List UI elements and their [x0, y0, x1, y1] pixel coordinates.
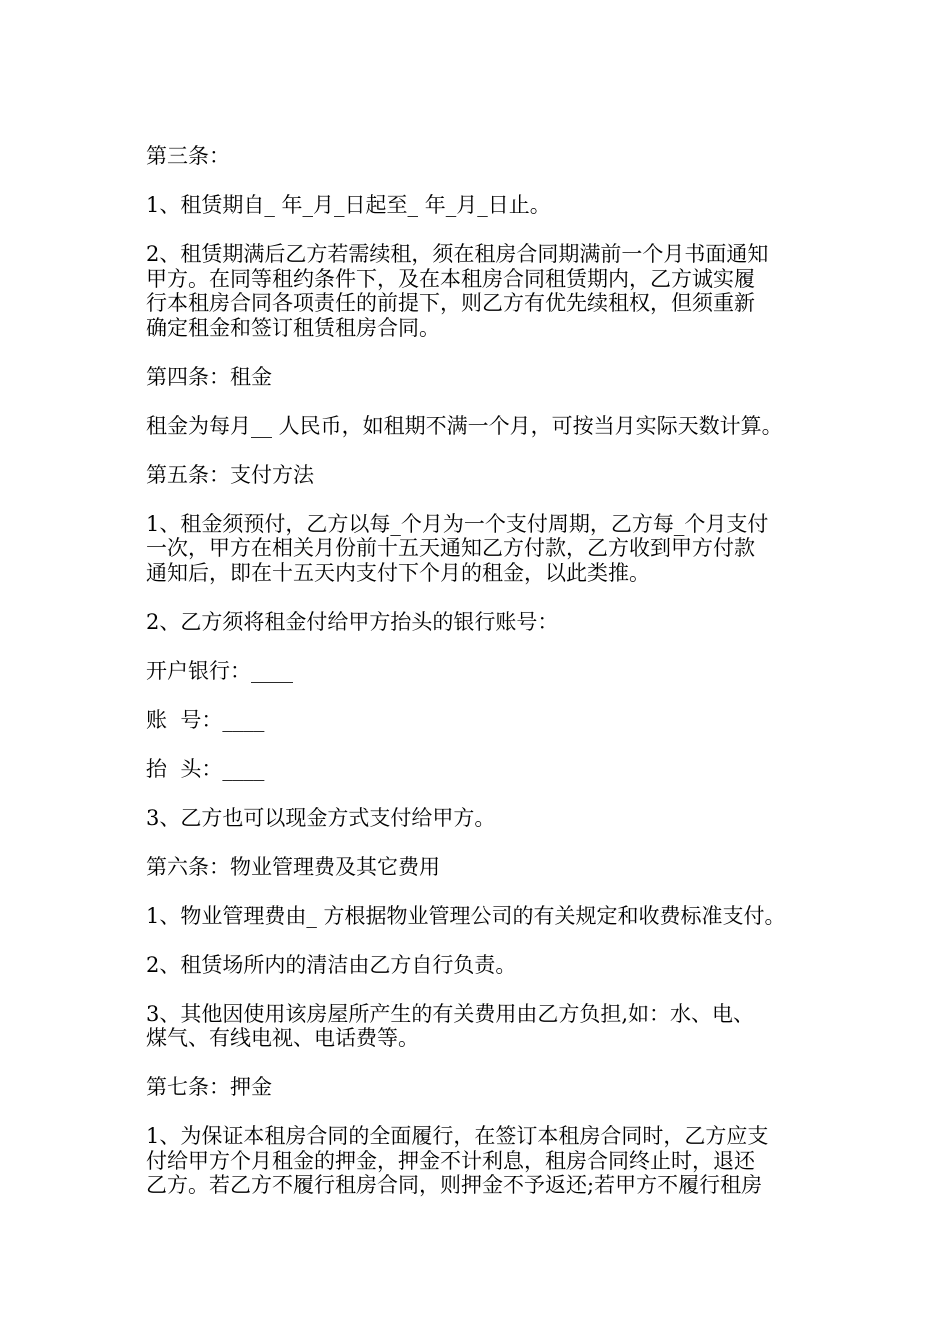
article-6-heading	[146, 855, 826, 880]
text-line: 1、租金须预付，乙方以每_个月为一个支付周期，乙方每_个月支付	[146, 511, 769, 536]
text-line: 2、乙方须将租金付给甲方抬头的银行账号：	[146, 609, 559, 634]
article-7-heading	[146, 1075, 826, 1100]
text-line: 2、租赁场所内的清洁由乙方自行负责。	[146, 952, 517, 977]
other-fees-clause	[146, 1002, 826, 1051]
text-line: 通知后，即在十五天内支付下个月的租金，以此类推。	[146, 560, 650, 585]
renewal-clause	[146, 242, 826, 340]
text-line: 付给甲方个月租金的押金，押金不计利息，租房合同终止时，退还	[146, 1148, 755, 1173]
text-line: 一次，甲方在相关月份前十五天通知乙方付款，乙方收到甲方付款	[146, 536, 755, 560]
text-line: 第四条：租金	[146, 364, 272, 389]
text-line: 1、为保证本租房合同的全面履行，在签订本租房合同时，乙方应支	[146, 1124, 769, 1148]
document-body	[146, 144, 826, 1222]
property-fee-clause	[146, 904, 826, 929]
text-line: 确定租金和签订租赁租房合同。	[146, 315, 440, 340]
rent-amount-clause	[146, 414, 826, 439]
text-line: 租金为每月__ 人民币，如租期不满一个月，可按当月实际天数计算。	[146, 413, 783, 438]
text-line: 抬 头：____	[146, 756, 265, 781]
text-line: 行本租房合同各项责任的前提下，则乙方有优先续租权，但须重新	[146, 291, 755, 315]
text-line: 甲方。在同等租约条件下，及在本租房合同租赁期内，乙方诚实履	[146, 266, 755, 291]
text-line: 1、租赁期自_ 年_月_日起至_ 年_月_日止。	[146, 193, 551, 217]
text-line: 乙方。若乙方不履行租房合同，则押金不予返还;若甲方不履行租房	[146, 1173, 763, 1197]
text-line: 1、物业管理费由_ 方根据物业管理公司的有关规定和收费标准支付。	[146, 903, 786, 928]
bank-name-field	[146, 659, 826, 684]
cash-payment-clause	[146, 806, 826, 831]
article-5-heading	[146, 463, 826, 488]
text-line: 第六条：物业管理费及其它费用	[146, 854, 440, 879]
text-line: 第三条：	[146, 144, 230, 168]
account-number-field	[146, 708, 826, 733]
deposit-clause	[146, 1124, 826, 1198]
article-3-heading	[146, 144, 826, 169]
bank-account-clause	[146, 610, 826, 635]
text-line: 2、租赁期满后乙方若需续租，须在租房合同期满前一个月书面通知	[146, 242, 769, 266]
text-line: 煤气、有线电视、电话费等。	[146, 1026, 419, 1050]
cleaning-clause	[146, 953, 826, 978]
prepayment-clause	[146, 512, 826, 586]
text-line: 3、乙方也可以现金方式支付给甲方。	[146, 805, 496, 830]
account-holder-field	[146, 757, 826, 782]
text-line: 账 号：____	[146, 707, 265, 732]
article-4-heading	[146, 365, 826, 390]
text-line: 开户银行：____	[146, 658, 293, 683]
lease-term-clause	[146, 193, 826, 218]
text-line: 3、其他因使用该房屋所产生的有关费用由乙方负担,如：水、电、	[146, 1001, 755, 1026]
text-line: 第五条：支付方法	[146, 462, 314, 487]
text-line: 第七条：押金	[146, 1075, 272, 1099]
